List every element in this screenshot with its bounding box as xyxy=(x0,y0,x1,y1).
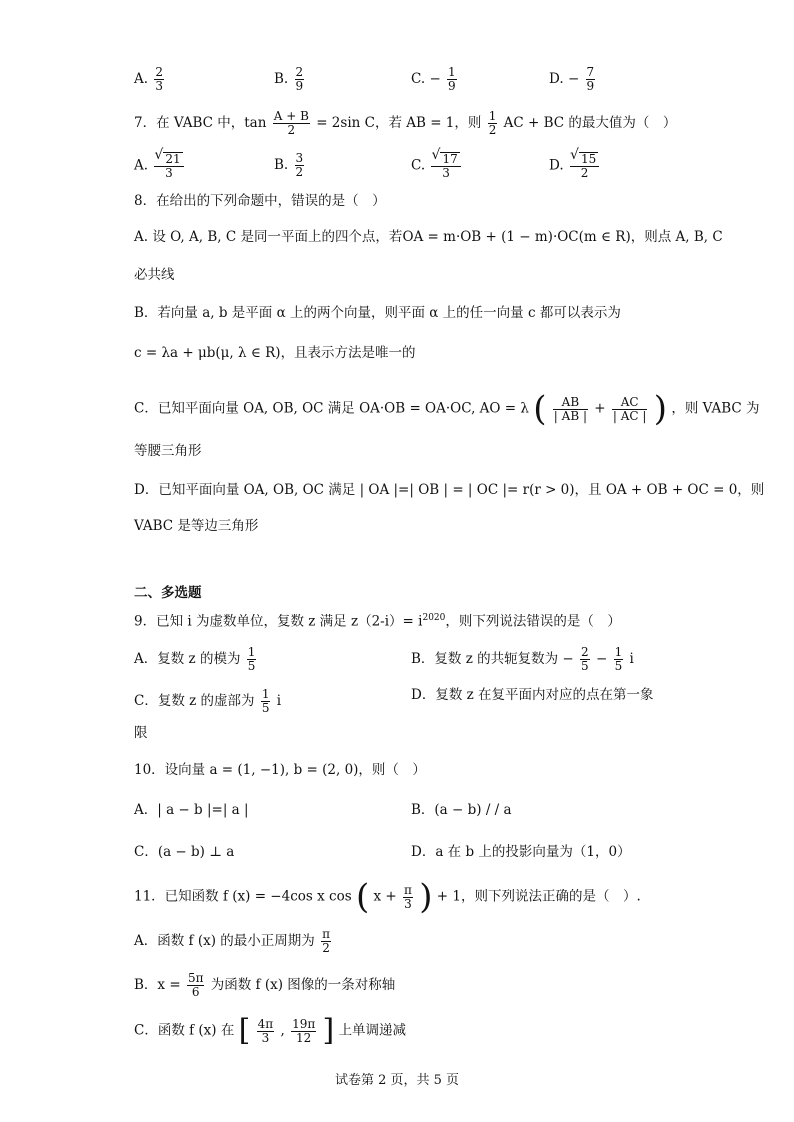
q10-option-a: A．| a − b |=| a | xyxy=(134,802,249,818)
stem-text: 9．已知 i 为虚数单位，复数 z 满足 z（2-i）= i xyxy=(134,613,423,630)
fraction xyxy=(612,396,648,423)
option-label: A. xyxy=(134,71,149,87)
denominator: 5 xyxy=(581,659,589,673)
q8-option-a xyxy=(134,228,723,246)
q8-option-c-cont: 等腰三角形 xyxy=(134,443,202,459)
denominator: 5 xyxy=(247,659,256,673)
option-text: ，则 VABC 为 xyxy=(671,400,760,417)
denominator: 3 xyxy=(261,1030,270,1045)
fraction xyxy=(187,972,205,999)
option-text: B．复数 z 的共轭复数为 − xyxy=(411,651,574,667)
option-label: D. xyxy=(549,71,564,87)
fraction xyxy=(321,928,331,955)
fraction xyxy=(291,1018,316,1045)
denominator: 2 xyxy=(287,123,296,137)
q7-option-c xyxy=(411,152,463,180)
q11-stem xyxy=(134,877,641,917)
option-text: C．复数 z 的虚部为 xyxy=(134,693,255,709)
fraction xyxy=(614,646,624,673)
numerator: π xyxy=(322,927,330,941)
denominator: 2 xyxy=(488,123,497,137)
stem-text: x + xyxy=(373,888,397,905)
fraction xyxy=(447,66,457,93)
fraction xyxy=(295,66,305,93)
stem-text: AC + BC 的最大值为（ ） xyxy=(503,115,677,131)
denominator: 3 xyxy=(404,896,412,911)
q9-option-d: D．复数 z 在复平面内对应的点在第一象 xyxy=(411,687,654,703)
numerator: AB xyxy=(553,396,588,410)
stem-text: + 1，则下列说法正确的是（ ）. xyxy=(436,888,641,905)
denominator: | AC | xyxy=(612,408,647,423)
q8-option-b-cont xyxy=(134,344,416,362)
right-bracket: ] xyxy=(322,1013,335,1048)
option-text: 上单调递减 xyxy=(338,1022,407,1039)
fraction xyxy=(431,152,460,180)
denominator: 3 xyxy=(155,79,163,93)
left-paren: ( xyxy=(355,877,370,917)
denominator: 3 xyxy=(165,166,173,180)
numerator: 2 xyxy=(155,65,163,79)
q11-option-a xyxy=(134,928,333,955)
vector-formula: OA = m·OB + (1 − m)·OC(m ∈ R) xyxy=(402,229,631,245)
right-paren: ) xyxy=(653,389,668,429)
radicand: √ 15 xyxy=(579,152,598,166)
q6-option-d xyxy=(549,66,597,93)
q8-option-d: D．已知平面向量 OA, OB, OC 满足 | OA |=| OB | = | OC |= r(r > 0)，且 OA + OB + OC = 0，则 xyxy=(134,482,765,498)
option-text: A．复数 z 的模为 xyxy=(134,651,241,667)
stem-text: ，则下列说法错误的是（ ） xyxy=(445,613,621,630)
minus-sign: − xyxy=(567,71,580,87)
fraction xyxy=(553,396,588,423)
option-text: 为函数 f (x) 图像的一条对称轴 xyxy=(210,977,396,993)
fraction xyxy=(580,646,590,673)
exponent: 2020 xyxy=(422,613,446,623)
option-label: C. xyxy=(411,157,426,174)
q6-option-b xyxy=(274,66,306,93)
option-text: C．已知平面向量 OA, OB, OC 满足 OA·OB = OA·OC, AO = λ xyxy=(134,400,529,417)
denominator: 9 xyxy=(448,79,456,93)
fraction xyxy=(247,646,257,673)
numerator: A + B xyxy=(273,109,309,123)
option-text: A．函数 f (x) 的最小正周期为 xyxy=(134,933,315,949)
minus-sign: − xyxy=(429,71,441,87)
fraction xyxy=(403,884,413,911)
denominator: 2 xyxy=(322,941,330,955)
numerator: 7 xyxy=(586,65,595,79)
q8-option-a-cont: 必共线 xyxy=(134,267,175,283)
numerator: 4π xyxy=(257,1016,274,1031)
q6-option-c xyxy=(411,66,459,93)
q10-option-d: D．a 在 b 上的投影向量为（1，0） xyxy=(411,844,631,860)
denominator: 5 xyxy=(614,659,623,673)
option-label: A. xyxy=(134,157,149,174)
left-bracket: [ xyxy=(238,1013,251,1048)
q9-option-c xyxy=(134,688,281,715)
q7-option-b xyxy=(274,152,306,179)
numerator: 2 xyxy=(295,65,304,79)
option-label: C. xyxy=(411,71,426,87)
q7-option-a xyxy=(134,152,186,180)
section-heading: 二、多选题 xyxy=(134,585,202,601)
numerator: 3 xyxy=(295,151,304,165)
numerator: 19π xyxy=(292,1016,316,1031)
right-paren: ) xyxy=(419,877,433,917)
stem-text: 11．已知函数 f (x) = −4cos x cos xyxy=(134,888,352,905)
option-text: ，且表示方法是唯一的 xyxy=(280,345,416,361)
option-label: D. xyxy=(549,157,564,174)
vector-formula: c = λa + μb(μ, λ ∈ R) xyxy=(134,345,281,361)
numerator: 1 xyxy=(614,645,623,659)
minus-sign: − xyxy=(595,651,608,667)
option-text: ，则点 A, B, C xyxy=(630,229,723,245)
fraction xyxy=(273,110,310,137)
fraction xyxy=(154,66,164,93)
denominator: 12 xyxy=(296,1030,312,1045)
option-text: B．x = xyxy=(134,977,181,993)
q8-stem: 8．在给出的下列命题中，错误的是（ ） xyxy=(134,193,386,209)
q9-option-a xyxy=(134,646,258,673)
numerator: 5π xyxy=(187,971,204,985)
fraction xyxy=(586,66,596,93)
q6-option-a xyxy=(134,66,166,93)
q9-stem xyxy=(134,609,621,631)
q9-option-d-cont: 限 xyxy=(134,725,148,741)
q11-option-c xyxy=(134,1013,407,1048)
q10-option-b: B．(a − b) / / a xyxy=(411,802,512,818)
stem-text: 7．在 VABC 中，tan xyxy=(134,115,267,131)
q9-option-b xyxy=(411,646,634,673)
comma: , xyxy=(280,1022,285,1039)
imaginary-unit: i xyxy=(629,651,634,667)
plus-sign: + xyxy=(594,400,606,417)
denominator: 2 xyxy=(295,165,304,179)
fraction xyxy=(295,152,305,179)
numerator: 2 xyxy=(581,645,589,659)
radicand: √ 21 xyxy=(163,152,182,166)
numerator: 1 xyxy=(488,109,497,123)
option-text: A. 设 O, A, B, C 是同一平面上的四个点，若 xyxy=(134,229,403,245)
numerator: 1 xyxy=(247,645,256,659)
denominator: 9 xyxy=(586,79,595,93)
imaginary-unit: i xyxy=(276,693,282,709)
q8-option-b: B．若向量 a, b 是平面 α 上的两个向量，则平面 α 上的任一向量 c 都可以表示为 xyxy=(134,305,621,321)
fraction xyxy=(257,1018,275,1045)
numerator: 1 xyxy=(448,65,456,79)
fraction xyxy=(488,110,498,137)
option-text: C．函数 f (x) 在 xyxy=(134,1022,235,1039)
denominator: 3 xyxy=(442,166,450,180)
denominator: 6 xyxy=(191,985,200,999)
q8-option-c xyxy=(134,389,760,429)
q10-option-c: C．(a − b) ⊥ a xyxy=(134,844,235,860)
numerator: π xyxy=(404,882,412,897)
fraction xyxy=(570,152,599,180)
fraction xyxy=(261,688,271,715)
denominator: | AB | xyxy=(553,408,587,423)
left-paren: ( xyxy=(533,389,547,429)
q10-stem: 10．设向量 a = (1, −1), b = (2, 0)，则（ ） xyxy=(134,762,426,778)
q11-option-b xyxy=(134,972,395,999)
denominator: 9 xyxy=(295,79,304,93)
numerator: AC xyxy=(612,396,648,410)
radicand: √ 17 xyxy=(440,152,459,166)
numerator: 1 xyxy=(261,687,270,701)
stem-text: = 2sin C，若 AB = 1，则 xyxy=(316,115,482,131)
q7-option-d xyxy=(549,152,601,180)
page-footer: 试卷第 2 页，共 5 页 xyxy=(334,1073,460,1088)
option-label: B. xyxy=(274,71,289,87)
q7-stem xyxy=(134,110,676,137)
fraction xyxy=(154,152,183,180)
option-label: B. xyxy=(274,157,289,173)
q8-option-d-cont: VABC 是等边三角形 xyxy=(134,518,259,534)
denominator: 2 xyxy=(580,166,589,180)
denominator: 5 xyxy=(261,701,270,715)
